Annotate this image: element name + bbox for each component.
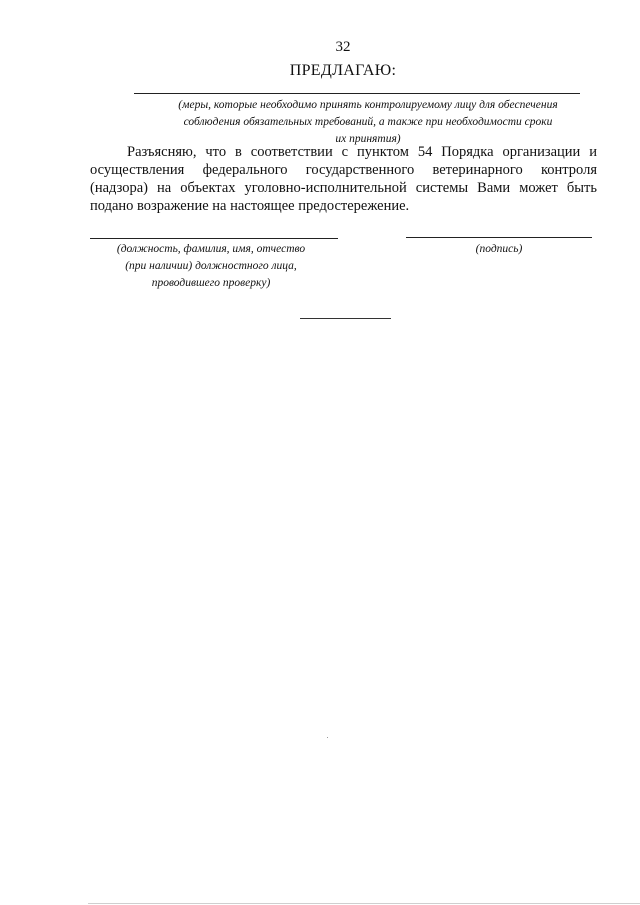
end-of-document-rule [300,318,391,319]
body-text [90,143,597,215]
measures-fill-line [134,93,580,94]
signature-fill-line [406,237,592,238]
measures-caption-line: соблюдения обязательных требований, а также при необходимости сроки [183,116,553,128]
page-number: 32 [335,39,351,55]
official-caption-line: проводившего проверку) [151,277,271,289]
document-heading: ПРЕДЛАГАЮ: [289,62,397,79]
measures-caption-line: их принятия) [335,133,401,145]
official-caption-line: (при наличии) должностного лица, [125,260,297,272]
scan-bottom-edge [88,903,640,904]
explanation-paragraph: Разъясняю, что в соответствии с пунктом 54 Порядка организации и осуществления федерального государственного ветеринарного контроля (надзора) на объектах уголовно-исполнительной системы Вами может быть подано возражение на настоящее предостережение. [90,144,597,214]
official-fill-line [90,238,338,239]
official-caption-line: (должность, фамилия, имя, отчество [116,243,306,255]
measures-caption [150,97,586,148]
signature-caption: (подпись) [475,243,523,255]
scan-speck [327,737,328,738]
official-caption [95,241,327,292]
measures-caption-line: (меры, которые необходимо принять контролируемому лицу для обеспечения [178,99,558,111]
